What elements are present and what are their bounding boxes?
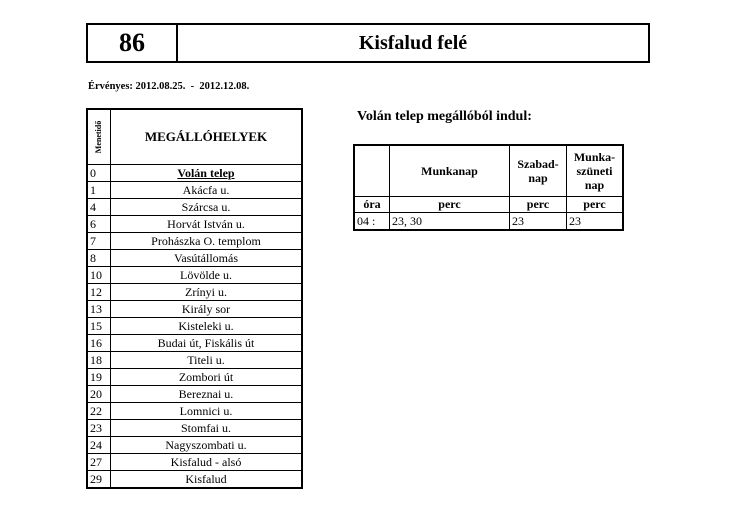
- stop-name: Zombori út: [111, 369, 303, 386]
- route-number: 86: [88, 25, 178, 61]
- hour-subheader: óra: [354, 197, 390, 213]
- stop-name: Kisteleki u.: [111, 318, 303, 335]
- stop-name: Lövölde u.: [111, 267, 303, 284]
- stop-minutes: 13: [87, 301, 111, 318]
- saturday-minutes: 23: [510, 213, 567, 231]
- stop-row: [87, 301, 302, 318]
- route-header: [86, 23, 650, 63]
- stop-name: Kisfalud - alsó: [111, 454, 303, 471]
- stop-row: [87, 335, 302, 352]
- stops-table-header: [87, 109, 302, 165]
- stops-table-body: [87, 165, 302, 489]
- schedule-body: [354, 213, 623, 231]
- saturday-subheader: perc: [510, 197, 567, 213]
- stop-minutes: 10: [87, 267, 111, 284]
- stop-row: [87, 369, 302, 386]
- hour-cell: 04 :: [354, 213, 390, 231]
- schedule-subheader-row: [354, 197, 623, 213]
- saturday-header: [510, 145, 567, 197]
- stop-row: [87, 199, 302, 216]
- stop-name: Lomnici u.: [111, 403, 303, 420]
- stop-name: Stomfai u.: [111, 420, 303, 437]
- workday-header: Munkanap: [390, 145, 510, 197]
- stop-minutes: 23: [87, 420, 111, 437]
- schedule-table: [353, 144, 624, 231]
- stop-minutes: 7: [87, 233, 111, 250]
- stops-header: MEGÁLLÓHELYEK: [111, 109, 303, 165]
- stop-row: [87, 437, 302, 454]
- stop-name: Titeli u.: [111, 352, 303, 369]
- stop-name: Szárcsa u.: [111, 199, 303, 216]
- stop-minutes: 20: [87, 386, 111, 403]
- stop-row: [87, 352, 302, 369]
- stop-name: Volán telep: [111, 165, 303, 182]
- stop-name: Budai út, Fiskális út: [111, 335, 303, 352]
- stop-name: Akácfa u.: [111, 182, 303, 199]
- stop-row: [87, 318, 302, 335]
- holiday-minutes: 23: [567, 213, 624, 231]
- holiday-header: [567, 145, 624, 197]
- stop-minutes: 15: [87, 318, 111, 335]
- stops-table: [86, 108, 303, 489]
- stop-minutes: 12: [87, 284, 111, 301]
- workday-minutes: 23, 30: [390, 213, 510, 231]
- stop-name: Horvát István u.: [111, 216, 303, 233]
- stop-name: Vasútállomás: [111, 250, 303, 267]
- minutes-header: Menetidő: [94, 120, 103, 154]
- stop-row: [87, 454, 302, 471]
- stop-row: [87, 165, 302, 182]
- stop-row: [87, 403, 302, 420]
- stop-row: [87, 284, 302, 301]
- stop-row: [87, 386, 302, 403]
- stop-minutes: 16: [87, 335, 111, 352]
- minutes-header-cell: [87, 109, 111, 165]
- hour-header-blank: [354, 145, 390, 197]
- stop-minutes: 22: [87, 403, 111, 420]
- schedule-header-row: [354, 145, 623, 197]
- route-direction: Kisfalud felé: [358, 31, 468, 54]
- workday-subheader: perc: [390, 197, 510, 213]
- stop-row: [87, 267, 302, 284]
- stop-minutes: 1: [87, 182, 111, 199]
- stop-minutes: 19: [87, 369, 111, 386]
- stop-minutes: 29: [87, 471, 111, 489]
- stop-row: [87, 233, 302, 250]
- stop-name: Bereznai u.: [111, 386, 303, 403]
- stop-name: Zrínyi u.: [111, 284, 303, 301]
- saturday-header-line1: Szabad-: [517, 157, 559, 171]
- stop-minutes: 6: [87, 216, 111, 233]
- validity-period: Érvényes: 2012.08.25. - 2012.12.08.: [88, 81, 250, 92]
- stop-minutes: 0: [87, 165, 111, 182]
- holiday-header-line1: Munka-: [573, 150, 616, 164]
- stop-minutes: 24: [87, 437, 111, 454]
- stop-name: Király sor: [111, 301, 303, 318]
- stop-minutes: 4: [87, 199, 111, 216]
- stop-minutes: 27: [87, 454, 111, 471]
- stop-name: Kisfalud: [111, 471, 303, 489]
- saturday-header-line2: nap: [528, 171, 548, 185]
- schedule-row: [354, 213, 623, 231]
- holiday-header-line3: nap: [584, 178, 605, 192]
- stop-row: [87, 216, 302, 233]
- stop-row: [87, 250, 302, 267]
- holiday-header-line2: szüneti: [576, 164, 613, 178]
- departure-stop-label: Volán telep megállóból indul:: [357, 109, 532, 124]
- stop-row: [87, 471, 302, 489]
- stop-minutes: 18: [87, 352, 111, 369]
- stop-row: [87, 182, 302, 199]
- stop-row: [87, 420, 302, 437]
- stop-minutes: 8: [87, 250, 111, 267]
- holiday-subheader: perc: [567, 197, 624, 213]
- stop-name: Prohászka O. templom: [111, 233, 303, 250]
- stop-name: Nagyszombati u.: [111, 437, 303, 454]
